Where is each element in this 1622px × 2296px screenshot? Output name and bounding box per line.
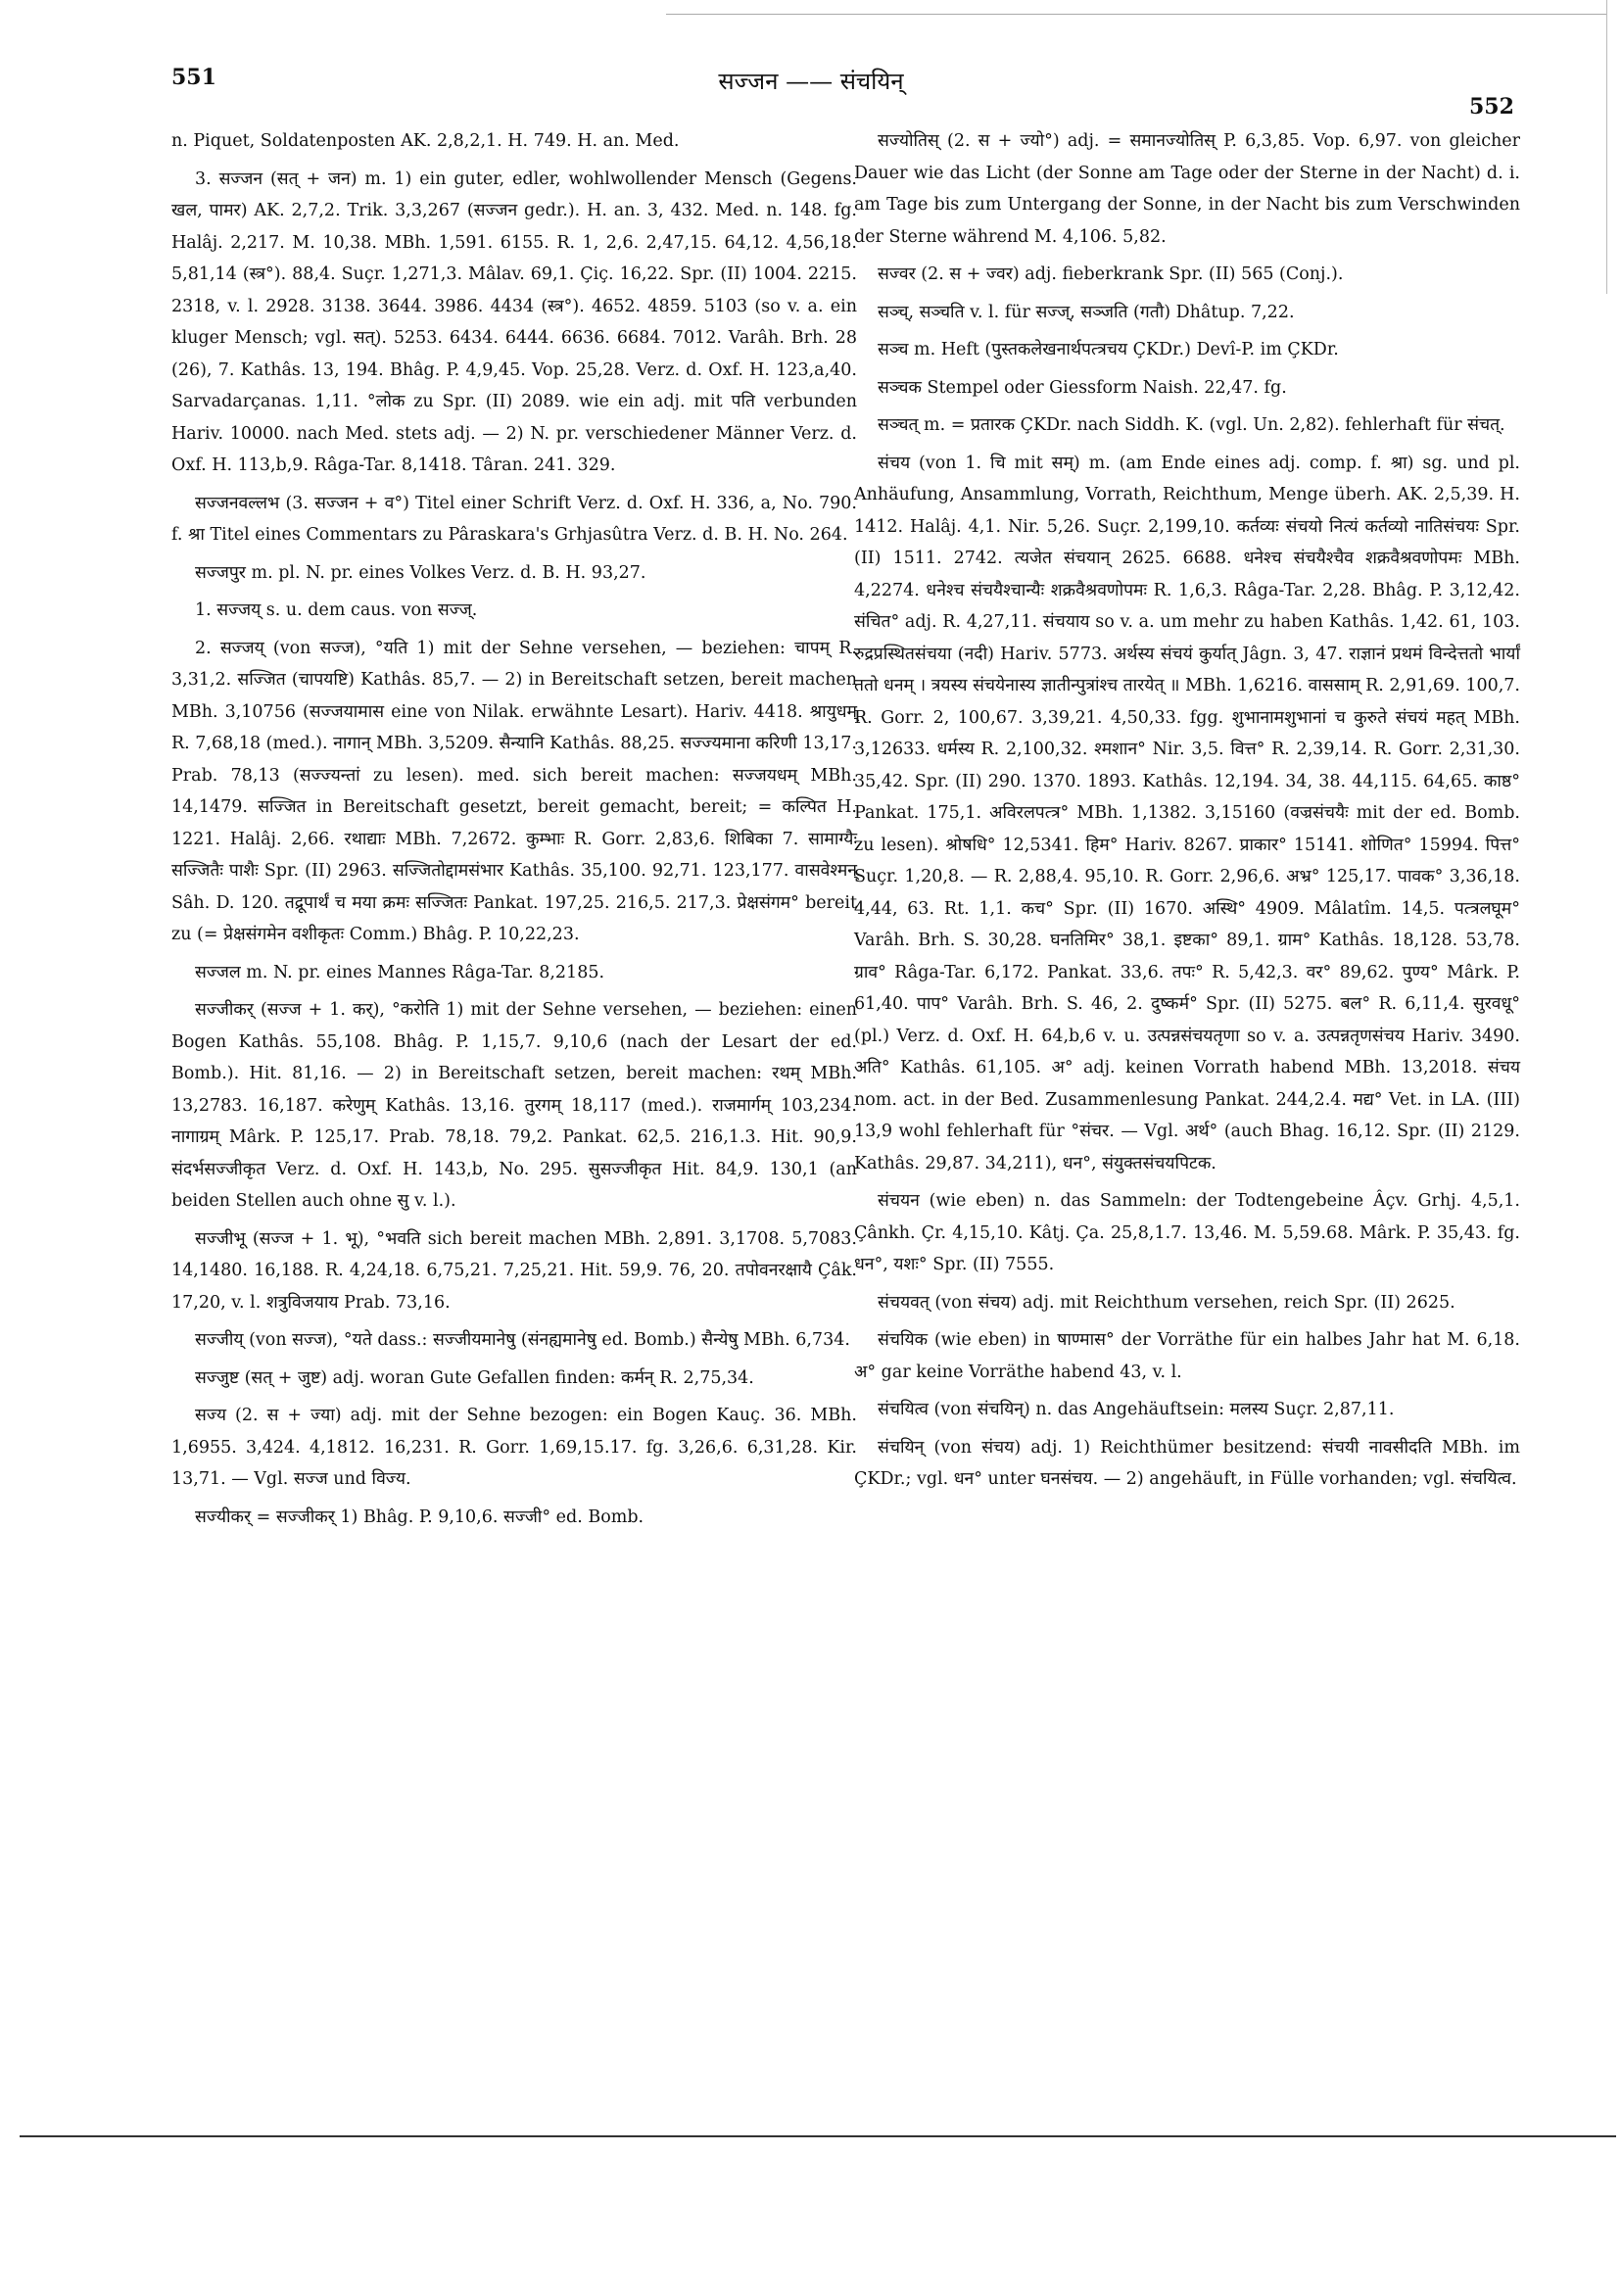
entry-text: संचयवत् (von संचय) adj. mit Reichthum versehen, reich Spr. (II) 2625. (878, 1292, 1455, 1313)
entry-text: 2. सज्जय् (von सज्ज), °यति 1) mit der Sehne versehen, — beziehen: चापम् R. 3,31,2. सज्जित (चापयष्टि) Kathâs. 85,7. — 2) in Bereitschaft setzen, bereit machen MBh. 3,10756 (सज्जयामास eine von Nilak. erwähnte Lesart). Hariv. 4418. श्रायुधम् R. 7,68,18 (med.). नागान् MBh. 3,5209. सैन्यानि Kathâs. 88,25. सज्ज्यमाना करिणी 13,17. Prab. 78,13 (सज्ज्यन्तां zu lesen). med. sich bereit machen: सज्जयधम् MBh. 14,1479. सज्जित in Bereitschaft gesetzt, bereit gemacht, bereit; = कल्पित H. 1221. Halâj. 2,66. रथाद्याः MBh. 7,2672. कुम्भाः R. Gorr. 2,83,6. शिबिका 7. सामाग्यैः सज्जितैः पाशैः Spr. (II) 2963. सज्जितोद्दामसंभार Kathâs. 35,100. 92,71. 123,177. वासवेश्मन् Sâh. D. 120. तद्रूपार्थं च मया क्रमः सज्जितः Pankat. 197,25. 216,5. 217,3. प्रेक्षसंगम° bereit zu (= प्रेक्षसंगमेन वशीकृतः Comm.) Bhâg. P. 10,22,23. (171, 638, 857, 944)
entry-text: सञ्चत् m. = प्रतारक ÇKDr. nach Siddh. K. (vgl. Un. 2,82). fehlerhaft für संचत्. (878, 415, 1505, 435)
page-header (0, 55, 1622, 120)
entry-text: सज्योतिस् (2. स + ज्यो°) adj. = समानज्योतिस् P. 6,3,85. Vop. 6,97. von gleicher Dauer wie das Licht (der Sonne am Tage oder der Sterne in der Nacht) d. i. am Tage bis zum Untergang der Sonne, in der Nacht bis zum Verschwinden der Sterne während M. 4,106. 5,82. (854, 131, 1520, 247)
entry-text: सज्य (2. स + ज्या) adj. mit der Sehne bezogen: ein Bogen Kauç. 36. MBh. 1,6955. 3,424. 4,1812. 16,231. R. Gorr. 1,69,15.17. fg. 3,26,6. 6,31,28. Kir. 13,71. — Vgl. सज्ज und विज्य. (171, 1406, 857, 1489)
running-head: सज्जन —— संचयिन् (718, 68, 904, 95)
page-number-right: 552 (1469, 94, 1514, 120)
entry-text: सज्जीभू (सज्ज + 1. भू), °भवति sich bereit machen MBh. 2,891. 3,1708. 5,7083. 14,1480. 16,188. R. 4,24,18. 6,75,21. 7,25,21. Hit. 59,9. 76, 20. तपोवनरक्षायै Çâk. 17,20, v. l. शत्रुविजयाय Prab. 73,16. (171, 1228, 857, 1313)
entry-text: संचय (von 1. चि mit सम्) m. (am Ende eines adj. comp. f. श्रा) sg. und pl. Anhäufung, Ansammlung, Vorrath, Reichthum, Menge überh. AK. 2,5,39. H. 1412. Halâj. 4,1. Nir. 5,26. Suçr. 2,199,10. कर्तव्यः संचयो नित्यं कर्तव्यो नातिसंचयः Spr. (II) 1511. 2742. त्यजेत संचयान् 2625. 6688. धनेश्च संचयैश्चैव शक्रवैश्रवणोपमः MBh. 4,2274. धनेश्च संचयैश्चान्यैः शक्रवैश्रवणोपमः R. 1,6,3. Râga-Tar. 2,28. Bhâg. P. 3,12,42. संचित° adj. R. 4,27,11. संचयाय so v. a. um mehr zu haben Kathâs. 1,42. 61, 103. रुद्रप्रस्थितसंचया (नदी) Hariv. 5773. अर्थस्य संचयं कुर्यात् Jâgn. 3, 47. राज्ञानं प्रथमं विन्देत्ततो भार्यां ततो धनम् । त्रयस्य संचयेनास्य ज्ञातीन्पुत्रांश्च तारयेत् ॥ MBh. 1,6216. वाससाम् R. 2,91,69. 100,7. R. Gorr. 2, 100,67. 3,39,21. 4,50,33. fgg. शुभानामशुभानां च कुरुते संचयं महत् MBh. 3,12633. धर्मस्य R. 2,100,32. श्मशान° Nir. 3,5. वित्त° R. 2,39,14. R. Gorr. 2,31,30. 35,42. Spr. (II) 290. 1370. 1893. Kathâs. 12,194. 34, 38. 44,115. 64,65. काष्ठ° Pankat. 175,1. अविरलपत्त्र° MBh. 1,1382. 3,15160 (वज्रसंचयैः mit der ed. Bomb. zu lesen). श्रोषधि° 12,5341. हिम° Hariv. 8267. प्राकार° 15141. शोणित° 15994. पित्त° Suçr. 1,20,8. — R. 2,88,4. 95,10. R. Gorr. 2,96,6. अभ्र° 125,17. पावक° 3,36,18. 4,44, 63. Rt. 1,1. कच° Spr. (II) 1670. अस्थि° 4909. Mâlatîm. 14,5. पत्त्रलघूम° Varâh. Brh. S. 30,28. घनतिमिर° 38,1. इष्टका° 89,1. ग्राम° Kathâs. 18,128. 53,78. ग्राव° Râga-Tar. 6,172. Pankat. 33,6. तपः° R. 5,42,3. वर° 89,62. पुण्य° Mârk. P. 61,40. पाप° Varâh. Brh. S. 46, 2. दुष्कर्म° Spr. (II) 5275. बल° R. 6,11,4. सुरवधू° (pl.) Verz. d. Oxf. H. 64,b,6 v. u. उत्पन्नसंचयतृणा so v. a. उत्पन्नतृणसंचय Hariv. 3490. अति° Kathâs. 61,105. अ° adj. keinen Vorrath habend MBh. 13,2018. संचय nom. act. in der Bed. Zusammenlesung Pankat. 244,2.4. मद्य° Vet. in LA. (III) 13,9 wohl fehlerhaft für °संचर. — Vgl. अर्थ° (auch Bhag. 16,12. Spr. (II) 2129. Kathâs. 29,87. 34,211), धन°, संयुक्तसंचयपिटक. (854, 453, 1520, 1173)
entry-text: n. Piquet, Soldatenposten AK. 2,8,2,1. H. 749. H. an. Med. (171, 131, 680, 151)
entry-text: 1. सज्जय् s. u. dem caus. von सज्ज्. (195, 600, 478, 620)
entry-text: सज्जनवल्लभ (3. सज्जन + व°) Titel einer Schrift Verz. d. Oxf. H. 336, a, No. 790. f. श्रा Titel eines Commentars zu Pâraskara's Grhjasûtra Verz. d. B. H. No. 264. (171, 493, 857, 545)
entry-text: सज्जल m. N. pr. eines Mannes Râga-Tar. 8,2185. (195, 962, 605, 982)
left-column (171, 125, 857, 1539)
entry-text: संचयित्व (von संचयिन्) n. das Angehäuftsein: मलस्य Suçr. 2,87,11. (878, 1400, 1395, 1419)
entry-text: सज्जुष्ट (सत् + जुष्ट) adj. woran Gute Gefallen finden: कर्मन् R. 2,75,34. (195, 1367, 754, 1388)
entry-text: सज्वर (2. स + ज्वर) adj. fieberkrank Spr. (II) 565 (Conj.). (878, 264, 1344, 284)
entry-text: सञ्च m. Heft (पुस्तकलेखनार्थपत्त्रचय ÇKDr.) Devî-P. im ÇKDr. (878, 340, 1339, 359)
entry-text: संचयन (wie eben) n. das Sammeln: der Todtengebeine Âçv. Grhj. 4,5,1. Çânkh. Çr. 4,15,10. Kâtj. Ça. 25,8,1.7. 13,46. M. 5,59.68. Mârk. P. 35,43. fg. धन°, यशः° Spr. (II) 7555. (854, 1191, 1520, 1274)
right-column (854, 125, 1520, 1502)
right-margin-rule (1606, 0, 1607, 294)
footer-rule (20, 2135, 1616, 2137)
entry-text: सज्जपुर m. pl. N. pr. eines Volkes Verz. d. B. H. 93,27. (195, 562, 646, 583)
entry-text: सज्जीय् (von सज्ज), °यते dass.: सज्जीयमानेषु (संनह्यमानेषु ed. Bomb.) सैन्येषु MBh. 6,734. (195, 1330, 850, 1350)
entry-text: 3. सज्जन (सत् + जन) m. 1) ein guter, edler, wohlwollender Mensch (Gegens. खल, पामर) AK. 2,7,2. Trik. 3,3,267 (सज्जन gedr.). H. an. 3, 432. Med. n. 148. fg. Halâj. 2,217. M. 10,38. MBh. 1,591. 6155. R. 1, 2,6. 2,47,15. 64,12. 4,56,18. 5,81,14 (स्त्र°). 88,4. Suçr. 1,271,3. Mâlav. 69,1. Çiç. 16,22. Spr. (II) 1004. 2215. 2318, v. l. 2928. 3138. 3644. 3986. 4434 (स्त्र°). 4652. 4859. 5103 (so v. a. ein kluger Mensch; vgl. सत्). 5253. 6434. 6444. 6636. 6684. 7012. Varâh. Brh. 28 (26), 7. Kathâs. 13, 194. Bhâg. P. 4,9,45. Vop. 25,28. Verz. d. Oxf. H. 123,a,40. Sarvadarçanas. 1,11. °लोक zu Spr. (II) 2089. wie ein adj. mit पति verbunden Hariv. 10000. nach Med. stets adj. — 2) N. pr. verschiedener Männer Verz. d. Oxf. H. 113,b,9. Râga-Tar. 8,1418. Târan. 241. 329. (171, 168, 857, 475)
entry-text: संचयिक (wie eben) in षाण्मास° der Vorräthe für ein halbes Jahr hat M. 6,18. अ° gar keine Vorräthe habend 43, v. l. (854, 1330, 1520, 1382)
entry-text: सज्यीकर् = सज्जीकर् 1) Bhâg. P. 9,10,6. सज्जी° ed. Bomb. (195, 1507, 644, 1527)
entry-text: सञ्चक Stempel oder Giessform Naish. 22,47. fg. (878, 377, 1287, 398)
top-edge-rule (666, 14, 1606, 15)
entry-text: सज्जीकर् (सज्ज + 1. कर्), °करोति 1) mit der Sehne versehen, — beziehen: einen Bogen Kathâs. 55,108. Bhâg. P. 1,15,7. 9,10,6 (nach der Lesart der ed. Bomb.). Hit. 81,16. — 2) in Bereitschaft setzen, bereit machen: रथम् MBh. 13,2783. 16,187. करेणुम् Kathâs. 13,16. तुरगम् 18,117 (med.). राजमार्गम् 103,234. नागाग्रम् Mârk. P. 125,17. Prab. 78,18. 79,2. Pankat. 62,5. 216,1.3. Hit. 90,9. संदर्भसज्जीकृत Verz. d. Oxf. H. 143,b, No. 295. सुसज्जीकृत Hit. 84,9. 130,1 (an beiden Stellen auch ohne सु v. l.). (171, 1000, 857, 1211)
entry-text: सञ्च्, सञ्चति v. l. für सज्ज्, सञ्जति (गतौ) Dhâtup. 7,22. (878, 302, 1295, 322)
entry-text: संचयिन् (von संचय) adj. 1) Reichthümer besitzend: संचयी नावसीदति MBh. im ÇKDr.; vgl. धन° unter घनसंचय. — 2) angehäuft, in Fülle vorhanden; vgl. संचयित्व. (854, 1437, 1520, 1489)
page-number-left: 551 (171, 65, 216, 90)
